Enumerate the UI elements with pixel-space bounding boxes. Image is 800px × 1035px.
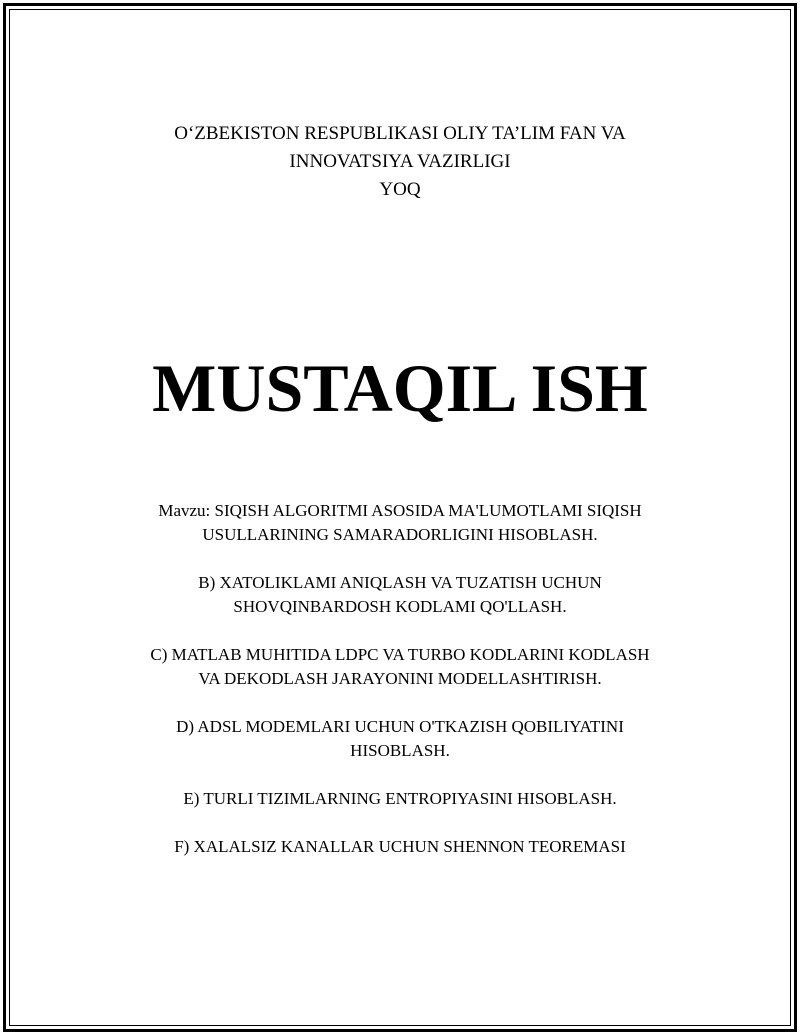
topic-item (0, 571, 800, 619)
topic-line: F) XALALSIZ KANALLAR UCHUN SHENNON TEOREMASI (174, 837, 626, 856)
header-line: YOQ (379, 179, 421, 200)
header-line: INNOVATSIYA VAZIRLIGI (289, 151, 511, 172)
topic-line: D) ADSL MODEMLARI UCHUN O'TKAZISH QOBILIYATINI (176, 717, 624, 736)
page-title: MUSTAQIL ISH (152, 350, 648, 426)
topic-line: SHOVQINBARDOSH KODLAMI QO'LLASH. (233, 597, 567, 616)
topic-item (0, 835, 800, 859)
header-line: O‘ZBEKISTON RESPUBLIKASI OLIY TA’LIM FAN VA (174, 123, 626, 144)
topic-line: C) MATLAB MUHITIDA LDPC VA TURBO KODLARINI KODLASH (150, 645, 650, 664)
topic-item (0, 715, 800, 763)
ministry-header (0, 120, 800, 204)
topic-line: USULLARINING SAMARADORLIGINI HISOBLASH. (202, 525, 598, 544)
topic-line: B) XATOLIKLAMI ANIQLASH VA TUZATISH UCHUN (198, 573, 602, 592)
topic-list (0, 499, 800, 883)
topic-line: VA DEKODLASH JARAYONINI MODELLASHTIRISH. (198, 669, 602, 688)
topic-line: HISOBLASH. (350, 741, 450, 760)
topic-line: Mavzu: SIQISH ALGORITMI ASOSIDA MA'LUMOTLAMI SIQISH (158, 501, 642, 520)
topic-item (0, 787, 800, 811)
topic-item (0, 499, 800, 547)
topic-item (0, 643, 800, 691)
topic-line: E) TURLI TIZIMLARNING ENTROPIYASINI HISOBLASH. (183, 789, 617, 808)
